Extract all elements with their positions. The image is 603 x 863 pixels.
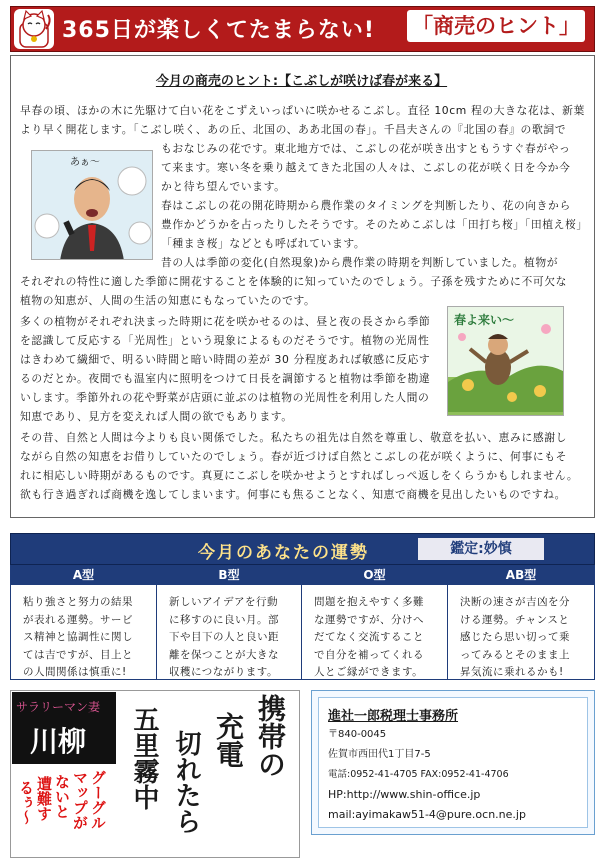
senryu-side-3: ないと [53,774,71,819]
senryu-side-5: るぅ〜 [17,780,35,825]
office-address: 佐賀市西田代1丁目7-5 [328,749,431,760]
office-phone: 電話:0952-41-4705 FAX:0952-41-4706 [328,769,509,780]
fortune-type-a: A型 [11,566,156,585]
senryu-side-4: 遭難す [35,776,53,821]
article-headline: 今月の商売のヒント:【こぶしが咲けば春が来る】 [155,74,448,89]
fortune-type-ab: AB型 [448,566,594,585]
article-line: を認識して反応する「光周性」という現象によるものだそうです。植物の光周性 [20,334,430,347]
senryu-col-4: 五里霧中 [129,706,159,810]
article-line: いします。季節外れの花や野菜が店頭に並ぶのは植物の光周性を利用した人間の [20,391,430,404]
office-postal: 〒840-0045 [328,729,387,740]
fortune-grid [10,565,595,680]
article-line: 「種まき桜」などとも呼ばれています。 [161,237,366,250]
article-line: 春はこぶしの花の開花時期から農作業のタイミングを判断したり、花の向きから [161,199,571,212]
article-line: て来ます。寒い冬を乗り越えてきた北国の人々は、こぶしの花が咲く日を今か今 [161,161,571,174]
spring-illustration [447,306,564,416]
article-line: より早く開花します。「こぶし咲く、あの丘、北国の、ああ北国の春」。千昌夫さんの『北国の春』の歌詞で [20,123,567,136]
fortune-text-o: 問題を抱えやすく多難 な運勢ですが、分けへ だてなく交流すること で自分を補ってくれる 人とご縁ができます。 [314,596,424,678]
banner-title: 365日が楽しくてたまらない! [62,18,375,43]
fortune-text-a: 粘り強さと努力の結果 が表れる運勢。サービ ス精神と協調性に関し ては吉ですが、目上と の人間関係は慎重に! [23,596,133,678]
article-line: もおなじみの花です。東北地方では、こぶしの花が咲き出すともうすぐ春がやっ [161,142,571,155]
senryu-tag-label: サラリーマン妻 [16,700,101,714]
senryu-side-1: グーグル [89,770,107,830]
article-line: それぞれの特性に適した季節に開花することを体験的に知っていたのでしょう。子孫を残すために不可欠な [20,275,568,288]
article-line: かと待ち望んでいます。 [161,180,286,193]
senryu-col-2: 充電 [212,712,245,768]
spring-caption: 春よ来い～ [454,313,515,327]
office-hp[interactable]: HP:http://www.shin-office.jp [328,788,481,801]
article-line: るのだとか。夜間でも温室内に照明をつけて日長を調節すると植物は季節を勘違 [20,372,431,385]
singer-illustration [31,150,153,260]
senryu-col-1: 携帯の [254,694,287,778]
fortune-text-ab: 決断の速さが吉凶を分 ける運勢。チャンスと 感じたら思い切って乗 ってみるとそのまま上 昇気流に乗れるかも! [460,596,570,678]
article-line: 豊作かどうかを占ったりしたそうです。そのためこぶしは「田打ち桜」「田植え桜」 [161,218,588,231]
divider [156,566,157,679]
article-line: その昔、自然と人間は今よりも良い関係でした。私たちの祖先は自然を尊重し、敬意を払い、恵みに感謝し [20,431,568,444]
senryu-col-3: 切れたら [171,730,201,834]
senryu-side-2: マップが [71,770,89,830]
fortune-title: 今月のあなたの運勢 [198,543,369,563]
article-line: 昔の人は季節の変化(自然現象)から農作業の時期を判断していました。植物が [161,256,559,269]
senryu-tag [12,692,116,764]
banner-tag: 「商売のヒント」 [407,10,585,42]
article-line: れに相応しい時期があるものです。真夏にこぶしを咲かせようとすればしっぺ返しをくらうかもしれません。 [20,469,579,482]
divider [447,566,448,679]
article-line: 早春の頃、ほかの木に先駆けて白い花をこずえいっぱいに咲かせるこぶし。直径 10cm 程の大きな花は、新葉 [20,104,585,117]
singer-caption: あぁ～ [70,157,100,168]
article-line: 知恵であり、見方を変えれば人間の欲でもあります。 [20,410,293,423]
divider [301,566,302,679]
fortune-type-b: B型 [157,566,301,585]
office-mail[interactable]: mail:ayimakaw51-4@pure.ocn.ne.jp [328,808,526,821]
senryu-tag-title: 川柳 [30,725,87,758]
lucky-cat-icon [14,9,54,49]
fortune-type-o: O型 [302,566,447,585]
office-name: 進社一郎税理士事務所 [328,709,459,724]
article-line: 欲も行き過ぎれば商機を逸してしまいます。何事にも焦ることなく、知恵で商機を見出したいものですね。 [20,488,566,501]
article-line: 植物の知恵が、人間の生活の知恵にもなっていたのです。 [20,294,316,307]
fortune-text-b: 新しいアイデアを行動 に移すのに良い月。部 下や目下の人と良い距 離を保つことが大きな 収穫につながります。 [169,596,279,678]
article-line: ながら自然の知恵をお借りしていたのでしょう。春が近づけば自然とこぶしの花が咲くように、何事にもそ [20,450,568,463]
fortune-author: 鑑定:妙慎 [418,538,544,560]
article-line: はきわめて繊細で、明るい時間と暗い時間の差が 30 分程度あれば敏感に反応す [20,353,431,366]
article-line: 多くの植物がそれぞれ決まった時期に花を咲かせるのは、昼と夜の長さから季節 [20,315,431,328]
